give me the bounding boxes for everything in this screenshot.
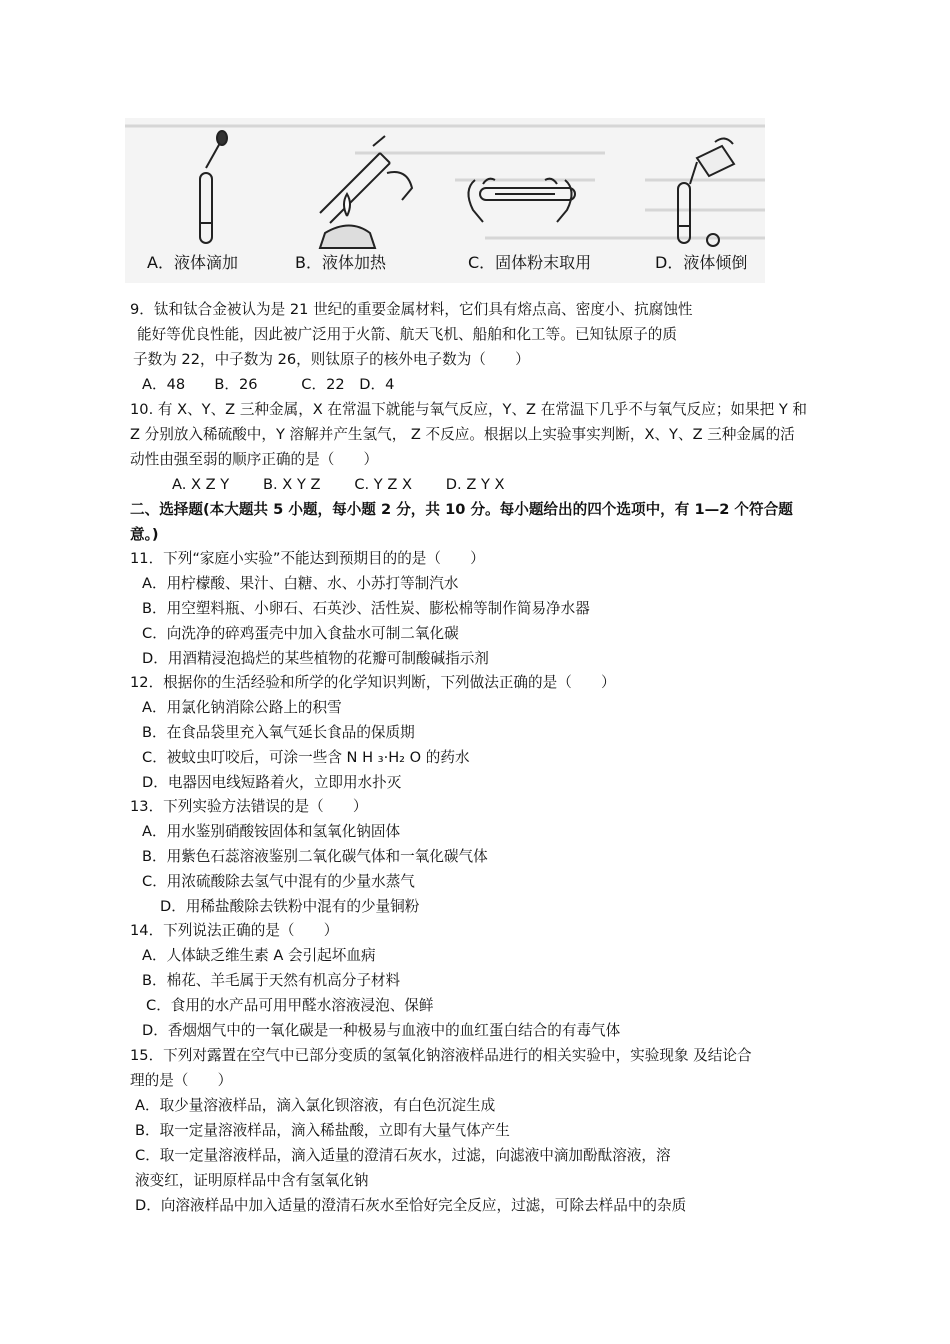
caption-c: C．固体粉末取用 — [468, 253, 592, 272]
q15-option-b: B．取一定量溶液样品，滴入稀盐酸，立即有大量气体产生 — [135, 1122, 510, 1139]
q11-option-a: A．用柠檬酸、果汁、白糖、水、小苏打等制汽水 — [142, 575, 459, 592]
q14-stem: 14．下列说法正确的是（ ） — [130, 922, 339, 939]
q13-stem: 13．下列实验方法错误的是（ ） — [130, 798, 368, 815]
q13-option-a: A．用水鉴别硝酸铵固体和氢氧化钠固体 — [142, 823, 401, 840]
q13-option-b: B．用紫色石蕊溶液鉴别二氧化碳气体和一氧化碳气体 — [142, 848, 488, 865]
caption-b: B．液体加热 — [295, 253, 386, 272]
q15-option-a: A．取少量溶液样品，滴入氯化钡溶液，有白色沉淀生成 — [135, 1097, 496, 1114]
q14-option-c: C．食用的水产品可用甲醛水溶液浸泡、保鲜 — [146, 997, 434, 1014]
q11-option-c: C．向洗净的碎鸡蛋壳中加入食盐水可制二氧化碳 — [142, 625, 459, 642]
pouring-liquid-icon — [678, 138, 734, 246]
q10-options: A. X Z Y B. X Y Z C. Y Z X D. Z Y X — [172, 476, 505, 493]
q10-line3: 动性由强至弱的顺序正确的是（ ） — [130, 451, 379, 468]
caption-a: A．液体滴加 — [147, 253, 238, 272]
q14-option-b: B．棉花、羊毛属于天然有机高分子材料 — [142, 972, 401, 989]
q9-line2: 能好等优良性能，因此被广泛用于火箭、航天飞机、船舶和化工等。已知钛原子的质 — [137, 326, 677, 343]
q15-line1: 15．下列对露置在空气中已部分变质的氢氧化钠溶液样品进行的相关实验中，实验现象 及结论合 — [130, 1047, 752, 1064]
q9-line1: 9．钛和钛合金被认为是 21 世纪的重要金属材料，它们具有熔点高、密度小、抗腐蚀性 — [130, 301, 693, 318]
q13-option-d: D．用稀盐酸除去铁粉中混有的少量铜粉 — [160, 898, 420, 915]
caption-d: D．液体倾倒 — [655, 253, 748, 272]
q15-option-c-line1: C．取一定量溶液样品，滴入适量的澄清石灰水，过滤，向滤液中滴加酚酞溶液，溶 — [135, 1147, 671, 1164]
q10-line2: Z 分别放入稀硫酸中，Y 溶解并产生氢气， Z 不反应。根据以上实验事实判断，X、Y、Z 三种金属的活 — [130, 426, 795, 443]
q9-line3: 子数为 22，中子数为 26，则钛原子的核外电子数为（ ） — [133, 351, 530, 368]
section2-heading-line1: 二、选择题(本大题共 5 小题，每小题 2 分，共 10 分。每小题给出的四个选项中，有 1—2 个符合题 — [130, 501, 793, 518]
q10-line1: 10. 有 X、Y、Z 三种金属，X 在常温下就能与氧气反应，Y、Z 在常温下几乎不与氧气反应；如果把 Y 和 — [130, 401, 807, 418]
q12-stem: 12．根据你的生活经验和所学的化学知识判断，下列做法正确的是（ ） — [130, 674, 616, 691]
q11-option-b: B．用空塑料瓶、小卵石、石英沙、活性炭、膨松棉等制作简易净水器 — [142, 600, 590, 617]
q11-option-d: D．用酒精浸泡捣烂的某些植物的花瓣可制酸碱指示剂 — [142, 650, 489, 667]
q15-option-d: D．向溶液样品中加入适量的澄清石灰水至恰好完全反应，过滤，可除去样品中的杂质 — [135, 1197, 687, 1214]
q12-option-a: A．用氯化钠消除公路上的积雪 — [142, 699, 342, 716]
dropper-test-tube-icon — [200, 131, 227, 243]
q13-option-c: C．用浓硫酸除去氢气中混有的少量水蒸气 — [142, 873, 415, 890]
powder-sampling-icon — [468, 179, 575, 222]
q12-option-d: D．电器因电线短路着火，立即用水扑灭 — [142, 774, 402, 791]
lab-operations-figure — [125, 118, 765, 283]
q11-stem: 11．下列“家庭小实验”不能达到预期目的的是（ ） — [130, 550, 485, 567]
q14-option-a: A．人体缺乏维生素 A 会引起坏血病 — [142, 947, 376, 964]
section2-heading-line2: 意。) — [130, 526, 159, 543]
q9-options: A．48 B．26 C．22 D．4 — [142, 376, 395, 393]
q14-option-d: D．香烟烟气中的一氧化碳是一种极易与血液中的血红蛋白结合的有毒气体 — [142, 1022, 621, 1039]
q12-option-c: C．被蚊虫叮咬后，可涂一些含 N H ₃·H₂ O 的药水 — [142, 749, 470, 766]
q15-line2: 理的是（ ） — [130, 1072, 233, 1089]
q15-option-c-line2: 液变红，证明原样品中含有氢氧化钠 — [135, 1172, 369, 1189]
q12-option-b: B．在食品袋里充入氧气延长食品的保质期 — [142, 724, 415, 741]
